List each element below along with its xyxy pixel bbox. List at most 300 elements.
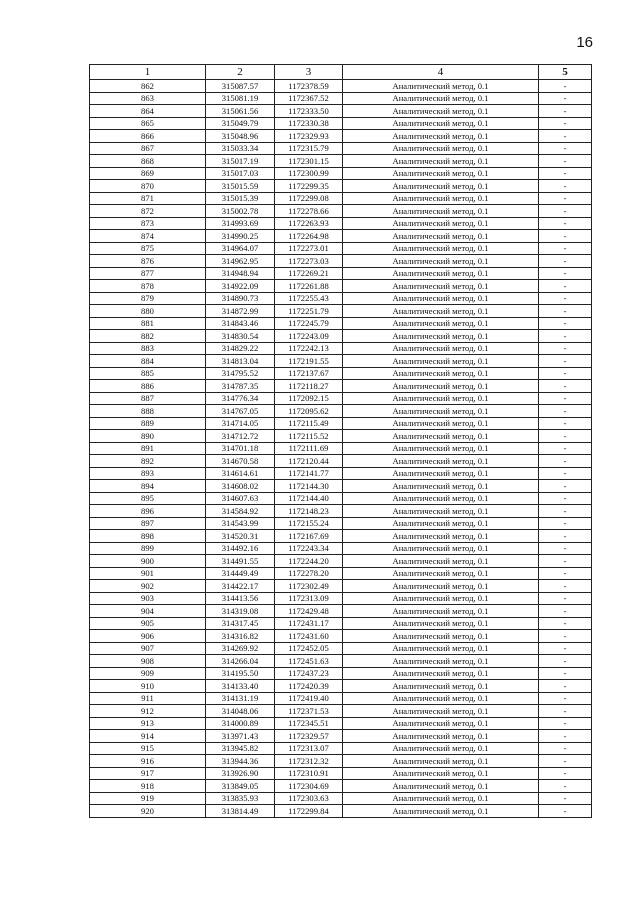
method-cell: Аналитический метод, 0.1 bbox=[343, 92, 539, 105]
point-number-cell: 918 bbox=[90, 780, 206, 793]
x-coordinate-cell: 315048.96 bbox=[206, 130, 275, 143]
table-row bbox=[90, 205, 592, 218]
x-coordinate-cell: 314922.09 bbox=[206, 280, 275, 293]
table-row bbox=[90, 380, 592, 393]
table-row bbox=[90, 780, 592, 793]
method-cell: Аналитический метод, 0.1 bbox=[343, 330, 539, 343]
method-cell: Аналитический метод, 0.1 bbox=[343, 805, 539, 818]
y-coordinate-cell: 1172437.23 bbox=[275, 667, 343, 680]
x-coordinate-cell: 314990.25 bbox=[206, 230, 275, 243]
note-cell: - bbox=[539, 217, 592, 230]
x-coordinate-cell: 314195.50 bbox=[206, 667, 275, 680]
table-row bbox=[90, 180, 592, 193]
table-row bbox=[90, 467, 592, 480]
point-number-cell: 912 bbox=[90, 705, 206, 718]
note-cell: - bbox=[539, 755, 592, 768]
x-coordinate-cell: 314776.34 bbox=[206, 392, 275, 405]
note-cell: - bbox=[539, 567, 592, 580]
x-coordinate-cell: 315061.56 bbox=[206, 105, 275, 118]
point-number-cell: 906 bbox=[90, 630, 206, 643]
y-coordinate-cell: 1172310.91 bbox=[275, 767, 343, 780]
method-cell: Аналитический метод, 0.1 bbox=[343, 480, 539, 493]
point-number-cell: 919 bbox=[90, 792, 206, 805]
y-coordinate-cell: 1172137.67 bbox=[275, 367, 343, 380]
y-coordinate-cell: 1172115.49 bbox=[275, 417, 343, 430]
y-coordinate-cell: 1172111.69 bbox=[275, 442, 343, 455]
point-number-cell: 908 bbox=[90, 655, 206, 668]
table-row bbox=[90, 805, 592, 818]
x-coordinate-cell: 313944.36 bbox=[206, 755, 275, 768]
method-cell: Аналитический метод, 0.1 bbox=[343, 467, 539, 480]
point-number-cell: 914 bbox=[90, 730, 206, 743]
note-cell: - bbox=[539, 117, 592, 130]
x-coordinate-cell: 314701.18 bbox=[206, 442, 275, 455]
table-row bbox=[90, 392, 592, 405]
table-row bbox=[90, 167, 592, 180]
y-coordinate-cell: 1172261.88 bbox=[275, 280, 343, 293]
point-number-cell: 902 bbox=[90, 580, 206, 593]
x-coordinate-cell: 314000.89 bbox=[206, 717, 275, 730]
method-cell: Аналитический метод, 0.1 bbox=[343, 580, 539, 593]
table-row bbox=[90, 480, 592, 493]
method-cell: Аналитический метод, 0.1 bbox=[343, 505, 539, 518]
method-cell: Аналитический метод, 0.1 bbox=[343, 530, 539, 543]
method-cell: Аналитический метод, 0.1 bbox=[343, 317, 539, 330]
note-cell: - bbox=[539, 680, 592, 693]
note-cell: - bbox=[539, 142, 592, 155]
x-coordinate-cell: 314962.95 bbox=[206, 255, 275, 268]
table-row bbox=[90, 667, 592, 680]
note-cell: - bbox=[539, 405, 592, 418]
x-coordinate-cell: 315017.03 bbox=[206, 167, 275, 180]
method-cell: Аналитический метод, 0.1 bbox=[343, 305, 539, 318]
note-cell: - bbox=[539, 530, 592, 543]
note-cell: - bbox=[539, 280, 592, 293]
y-coordinate-cell: 1172115.52 bbox=[275, 430, 343, 443]
table-row bbox=[90, 492, 592, 505]
x-coordinate-cell: 314048.06 bbox=[206, 705, 275, 718]
x-coordinate-cell: 313814.49 bbox=[206, 805, 275, 818]
y-coordinate-cell: 1172304.69 bbox=[275, 780, 343, 793]
point-number-cell: 883 bbox=[90, 342, 206, 355]
x-coordinate-cell: 314670.58 bbox=[206, 455, 275, 468]
point-number-cell: 867 bbox=[90, 142, 206, 155]
column-header: 2 bbox=[206, 65, 275, 80]
note-cell: - bbox=[539, 242, 592, 255]
table-row bbox=[90, 242, 592, 255]
y-coordinate-cell: 1172273.03 bbox=[275, 255, 343, 268]
point-number-cell: 871 bbox=[90, 192, 206, 205]
note-cell: - bbox=[539, 642, 592, 655]
y-coordinate-cell: 1172330.38 bbox=[275, 117, 343, 130]
note-cell: - bbox=[539, 342, 592, 355]
x-coordinate-cell: 313945.82 bbox=[206, 742, 275, 755]
y-coordinate-cell: 1172371.53 bbox=[275, 705, 343, 718]
y-coordinate-cell: 1172141.77 bbox=[275, 467, 343, 480]
note-cell: - bbox=[539, 155, 592, 168]
x-coordinate-cell: 314608.02 bbox=[206, 480, 275, 493]
note-cell: - bbox=[539, 667, 592, 680]
method-cell: Аналитический метод, 0.1 bbox=[343, 430, 539, 443]
note-cell: - bbox=[539, 805, 592, 818]
point-number-cell: 868 bbox=[90, 155, 206, 168]
method-cell: Аналитический метод, 0.1 bbox=[343, 492, 539, 505]
table-row bbox=[90, 455, 592, 468]
note-cell: - bbox=[539, 80, 592, 93]
note-cell: - bbox=[539, 105, 592, 118]
y-coordinate-cell: 1172278.66 bbox=[275, 205, 343, 218]
table-row bbox=[90, 755, 592, 768]
method-cell: Аналитический метод, 0.1 bbox=[343, 717, 539, 730]
method-cell: Аналитический метод, 0.1 bbox=[343, 455, 539, 468]
note-cell: - bbox=[539, 130, 592, 143]
note-cell: - bbox=[539, 380, 592, 393]
x-coordinate-cell: 315049.79 bbox=[206, 117, 275, 130]
method-cell: Аналитический метод, 0.1 bbox=[343, 605, 539, 618]
point-number-cell: 880 bbox=[90, 305, 206, 318]
point-number-cell: 892 bbox=[90, 455, 206, 468]
point-number-cell: 864 bbox=[90, 105, 206, 118]
x-coordinate-cell: 315002.78 bbox=[206, 205, 275, 218]
method-cell: Аналитический метод, 0.1 bbox=[343, 592, 539, 605]
y-coordinate-cell: 1172345.51 bbox=[275, 717, 343, 730]
point-number-cell: 870 bbox=[90, 180, 206, 193]
note-cell: - bbox=[539, 330, 592, 343]
method-cell: Аналитический метод, 0.1 bbox=[343, 80, 539, 93]
x-coordinate-cell: 315017.19 bbox=[206, 155, 275, 168]
point-number-cell: 886 bbox=[90, 380, 206, 393]
method-cell: Аналитический метод, 0.1 bbox=[343, 217, 539, 230]
table-row bbox=[90, 767, 592, 780]
x-coordinate-cell: 315081.19 bbox=[206, 92, 275, 105]
point-number-cell: 889 bbox=[90, 417, 206, 430]
method-cell: Аналитический метод, 0.1 bbox=[343, 242, 539, 255]
y-coordinate-cell: 1172312.32 bbox=[275, 755, 343, 768]
y-coordinate-cell: 1172144.40 bbox=[275, 492, 343, 505]
y-coordinate-cell: 1172420.39 bbox=[275, 680, 343, 693]
method-cell: Аналитический метод, 0.1 bbox=[343, 405, 539, 418]
note-cell: - bbox=[539, 605, 592, 618]
y-coordinate-cell: 1172095.62 bbox=[275, 405, 343, 418]
table-row bbox=[90, 280, 592, 293]
note-cell: - bbox=[539, 367, 592, 380]
x-coordinate-cell: 314813.04 bbox=[206, 355, 275, 368]
y-coordinate-cell: 1172155.24 bbox=[275, 517, 343, 530]
y-coordinate-cell: 1172243.34 bbox=[275, 542, 343, 555]
x-coordinate-cell: 314491.55 bbox=[206, 555, 275, 568]
y-coordinate-cell: 1172329.57 bbox=[275, 730, 343, 743]
point-number-cell: 905 bbox=[90, 617, 206, 630]
y-coordinate-cell: 1172191.55 bbox=[275, 355, 343, 368]
method-cell: Аналитический метод, 0.1 bbox=[343, 555, 539, 568]
table-row bbox=[90, 530, 592, 543]
x-coordinate-cell: 314964.07 bbox=[206, 242, 275, 255]
y-coordinate-cell: 1172299.84 bbox=[275, 805, 343, 818]
y-coordinate-cell: 1172092.15 bbox=[275, 392, 343, 405]
point-number-cell: 888 bbox=[90, 405, 206, 418]
table-row bbox=[90, 342, 592, 355]
point-number-cell: 895 bbox=[90, 492, 206, 505]
y-coordinate-cell: 1172452.05 bbox=[275, 642, 343, 655]
method-cell: Аналитический метод, 0.1 bbox=[343, 542, 539, 555]
table-row bbox=[90, 267, 592, 280]
point-number-cell: 865 bbox=[90, 117, 206, 130]
point-number-cell: 862 bbox=[90, 80, 206, 93]
x-coordinate-cell: 314607.63 bbox=[206, 492, 275, 505]
point-number-cell: 920 bbox=[90, 805, 206, 818]
point-number-cell: 885 bbox=[90, 367, 206, 380]
point-number-cell: 899 bbox=[90, 542, 206, 555]
method-cell: Аналитический метод, 0.1 bbox=[343, 692, 539, 705]
x-coordinate-cell: 313926.90 bbox=[206, 767, 275, 780]
point-number-cell: 878 bbox=[90, 280, 206, 293]
method-cell: Аналитический метод, 0.1 bbox=[343, 780, 539, 793]
table-row bbox=[90, 255, 592, 268]
table-row bbox=[90, 680, 592, 693]
note-cell: - bbox=[539, 492, 592, 505]
note-cell: - bbox=[539, 505, 592, 518]
table-row bbox=[90, 442, 592, 455]
column-header: 5 bbox=[539, 65, 592, 80]
point-number-cell: 907 bbox=[90, 642, 206, 655]
note-cell: - bbox=[539, 392, 592, 405]
method-cell: Аналитический метод, 0.1 bbox=[343, 680, 539, 693]
y-coordinate-cell: 1172429.48 bbox=[275, 605, 343, 618]
x-coordinate-cell: 314714.05 bbox=[206, 417, 275, 430]
method-cell: Аналитический метод, 0.1 bbox=[343, 367, 539, 380]
column-header: 1 bbox=[90, 65, 206, 80]
y-coordinate-cell: 1172431.17 bbox=[275, 617, 343, 630]
method-cell: Аналитический метод, 0.1 bbox=[343, 105, 539, 118]
table-row bbox=[90, 192, 592, 205]
note-cell: - bbox=[539, 192, 592, 205]
point-number-cell: 915 bbox=[90, 742, 206, 755]
y-coordinate-cell: 1172264.98 bbox=[275, 230, 343, 243]
table-row bbox=[90, 217, 592, 230]
point-number-cell: 916 bbox=[90, 755, 206, 768]
y-coordinate-cell: 1172329.93 bbox=[275, 130, 343, 143]
x-coordinate-cell: 314767.05 bbox=[206, 405, 275, 418]
method-cell: Аналитический метод, 0.1 bbox=[343, 630, 539, 643]
point-number-cell: 873 bbox=[90, 217, 206, 230]
table-row bbox=[90, 742, 592, 755]
x-coordinate-cell: 314829.22 bbox=[206, 342, 275, 355]
x-coordinate-cell: 314266.04 bbox=[206, 655, 275, 668]
table-row bbox=[90, 430, 592, 443]
note-cell: - bbox=[539, 592, 592, 605]
y-coordinate-cell: 1172251.79 bbox=[275, 305, 343, 318]
y-coordinate-cell: 1172299.08 bbox=[275, 192, 343, 205]
table-row bbox=[90, 305, 592, 318]
note-cell: - bbox=[539, 742, 592, 755]
x-coordinate-cell: 315087.57 bbox=[206, 80, 275, 93]
table-row bbox=[90, 230, 592, 243]
method-cell: Аналитический метод, 0.1 bbox=[343, 667, 539, 680]
point-number-cell: 875 bbox=[90, 242, 206, 255]
note-cell: - bbox=[539, 617, 592, 630]
method-cell: Аналитический метод, 0.1 bbox=[343, 767, 539, 780]
y-coordinate-cell: 1172303.63 bbox=[275, 792, 343, 805]
note-cell: - bbox=[539, 205, 592, 218]
x-coordinate-cell: 314543.99 bbox=[206, 517, 275, 530]
table-row bbox=[90, 80, 592, 93]
point-number-cell: 866 bbox=[90, 130, 206, 143]
y-coordinate-cell: 1172120.44 bbox=[275, 455, 343, 468]
table-row bbox=[90, 405, 592, 418]
table-row bbox=[90, 617, 592, 630]
point-number-cell: 876 bbox=[90, 255, 206, 268]
table-row bbox=[90, 155, 592, 168]
point-number-cell: 877 bbox=[90, 267, 206, 280]
table-row bbox=[90, 642, 592, 655]
method-cell: Аналитический метод, 0.1 bbox=[343, 292, 539, 305]
x-coordinate-cell: 314319.08 bbox=[206, 605, 275, 618]
table-row bbox=[90, 592, 592, 605]
column-header: 4 bbox=[343, 65, 539, 80]
note-cell: - bbox=[539, 292, 592, 305]
y-coordinate-cell: 1172431.60 bbox=[275, 630, 343, 643]
note-cell: - bbox=[539, 180, 592, 193]
method-cell: Аналитический метод, 0.1 bbox=[343, 742, 539, 755]
y-coordinate-cell: 1172313.07 bbox=[275, 742, 343, 755]
method-cell: Аналитический метод, 0.1 bbox=[343, 642, 539, 655]
note-cell: - bbox=[539, 717, 592, 730]
note-cell: - bbox=[539, 455, 592, 468]
x-coordinate-cell: 314422.17 bbox=[206, 580, 275, 593]
method-cell: Аналитический метод, 0.1 bbox=[343, 417, 539, 430]
method-cell: Аналитический метод, 0.1 bbox=[343, 205, 539, 218]
note-cell: - bbox=[539, 305, 592, 318]
point-number-cell: 879 bbox=[90, 292, 206, 305]
method-cell: Аналитический метод, 0.1 bbox=[343, 655, 539, 668]
point-number-cell: 884 bbox=[90, 355, 206, 368]
method-cell: Аналитический метод, 0.1 bbox=[343, 180, 539, 193]
x-coordinate-cell: 314614.61 bbox=[206, 467, 275, 480]
point-number-cell: 882 bbox=[90, 330, 206, 343]
table-row bbox=[90, 117, 592, 130]
point-number-cell: 894 bbox=[90, 480, 206, 493]
method-cell: Аналитический метод, 0.1 bbox=[343, 617, 539, 630]
point-number-cell: 900 bbox=[90, 555, 206, 568]
table-row bbox=[90, 367, 592, 380]
table-row bbox=[90, 105, 592, 118]
method-cell: Аналитический метод, 0.1 bbox=[343, 280, 539, 293]
note-cell: - bbox=[539, 655, 592, 668]
note-cell: - bbox=[539, 767, 592, 780]
y-coordinate-cell: 1172118.27 bbox=[275, 380, 343, 393]
y-coordinate-cell: 1172243.09 bbox=[275, 330, 343, 343]
table-row bbox=[90, 130, 592, 143]
x-coordinate-cell: 315015.59 bbox=[206, 180, 275, 193]
note-cell: - bbox=[539, 92, 592, 105]
table-row bbox=[90, 692, 592, 705]
table-row bbox=[90, 355, 592, 368]
method-cell: Аналитический метод, 0.1 bbox=[343, 792, 539, 805]
table-row bbox=[90, 630, 592, 643]
method-cell: Аналитический метод, 0.1 bbox=[343, 705, 539, 718]
x-coordinate-cell: 315033.34 bbox=[206, 142, 275, 155]
note-cell: - bbox=[539, 255, 592, 268]
point-number-cell: 863 bbox=[90, 92, 206, 105]
note-cell: - bbox=[539, 430, 592, 443]
x-coordinate-cell: 314520.31 bbox=[206, 530, 275, 543]
y-coordinate-cell: 1172242.13 bbox=[275, 342, 343, 355]
method-cell: Аналитический метод, 0.1 bbox=[343, 355, 539, 368]
x-coordinate-cell: 314843.46 bbox=[206, 317, 275, 330]
y-coordinate-cell: 1172269.21 bbox=[275, 267, 343, 280]
y-coordinate-cell: 1172301.15 bbox=[275, 155, 343, 168]
method-cell: Аналитический метод, 0.1 bbox=[343, 192, 539, 205]
y-coordinate-cell: 1172378.59 bbox=[275, 80, 343, 93]
note-cell: - bbox=[539, 705, 592, 718]
x-coordinate-cell: 314131.19 bbox=[206, 692, 275, 705]
table-row bbox=[90, 505, 592, 518]
point-number-cell: 904 bbox=[90, 605, 206, 618]
method-cell: Аналитический метод, 0.1 bbox=[343, 517, 539, 530]
point-number-cell: 872 bbox=[90, 205, 206, 218]
x-coordinate-cell: 315015.39 bbox=[206, 192, 275, 205]
point-number-cell: 881 bbox=[90, 317, 206, 330]
method-cell: Аналитический метод, 0.1 bbox=[343, 130, 539, 143]
y-coordinate-cell: 1172144.30 bbox=[275, 480, 343, 493]
x-coordinate-cell: 314787.35 bbox=[206, 380, 275, 393]
method-cell: Аналитический метод, 0.1 bbox=[343, 142, 539, 155]
note-cell: - bbox=[539, 692, 592, 705]
y-coordinate-cell: 1172333.50 bbox=[275, 105, 343, 118]
y-coordinate-cell: 1172299.35 bbox=[275, 180, 343, 193]
x-coordinate-cell: 314948.94 bbox=[206, 267, 275, 280]
y-coordinate-cell: 1172367.52 bbox=[275, 92, 343, 105]
method-cell: Аналитический метод, 0.1 bbox=[343, 155, 539, 168]
method-cell: Аналитический метод, 0.1 bbox=[343, 442, 539, 455]
x-coordinate-cell: 313849.05 bbox=[206, 780, 275, 793]
x-coordinate-cell: 314317.45 bbox=[206, 617, 275, 630]
note-cell: - bbox=[539, 580, 592, 593]
y-coordinate-cell: 1172273.01 bbox=[275, 242, 343, 255]
point-number-cell: 887 bbox=[90, 392, 206, 405]
point-number-cell: 891 bbox=[90, 442, 206, 455]
note-cell: - bbox=[539, 517, 592, 530]
y-coordinate-cell: 1172315.79 bbox=[275, 142, 343, 155]
page-number: 16 bbox=[576, 34, 593, 51]
table-body bbox=[90, 80, 592, 818]
column-header: 3 bbox=[275, 65, 343, 80]
table-row bbox=[90, 542, 592, 555]
table-row bbox=[90, 567, 592, 580]
note-cell: - bbox=[539, 630, 592, 643]
point-number-cell: 897 bbox=[90, 517, 206, 530]
table-row bbox=[90, 655, 592, 668]
y-coordinate-cell: 1172263.93 bbox=[275, 217, 343, 230]
x-coordinate-cell: 314269.92 bbox=[206, 642, 275, 655]
point-number-cell: 901 bbox=[90, 567, 206, 580]
y-coordinate-cell: 1172302.49 bbox=[275, 580, 343, 593]
method-cell: Аналитический метод, 0.1 bbox=[343, 342, 539, 355]
point-number-cell: 903 bbox=[90, 592, 206, 605]
point-number-cell: 896 bbox=[90, 505, 206, 518]
x-coordinate-cell: 313971.43 bbox=[206, 730, 275, 743]
point-number-cell: 893 bbox=[90, 467, 206, 480]
method-cell: Аналитический метод, 0.1 bbox=[343, 392, 539, 405]
y-coordinate-cell: 1172313.09 bbox=[275, 592, 343, 605]
x-coordinate-cell: 314890.73 bbox=[206, 292, 275, 305]
point-number-cell: 913 bbox=[90, 717, 206, 730]
table-row bbox=[90, 792, 592, 805]
point-number-cell: 917 bbox=[90, 767, 206, 780]
y-coordinate-cell: 1172300.99 bbox=[275, 167, 343, 180]
x-coordinate-cell: 314316.82 bbox=[206, 630, 275, 643]
note-cell: - bbox=[539, 442, 592, 455]
